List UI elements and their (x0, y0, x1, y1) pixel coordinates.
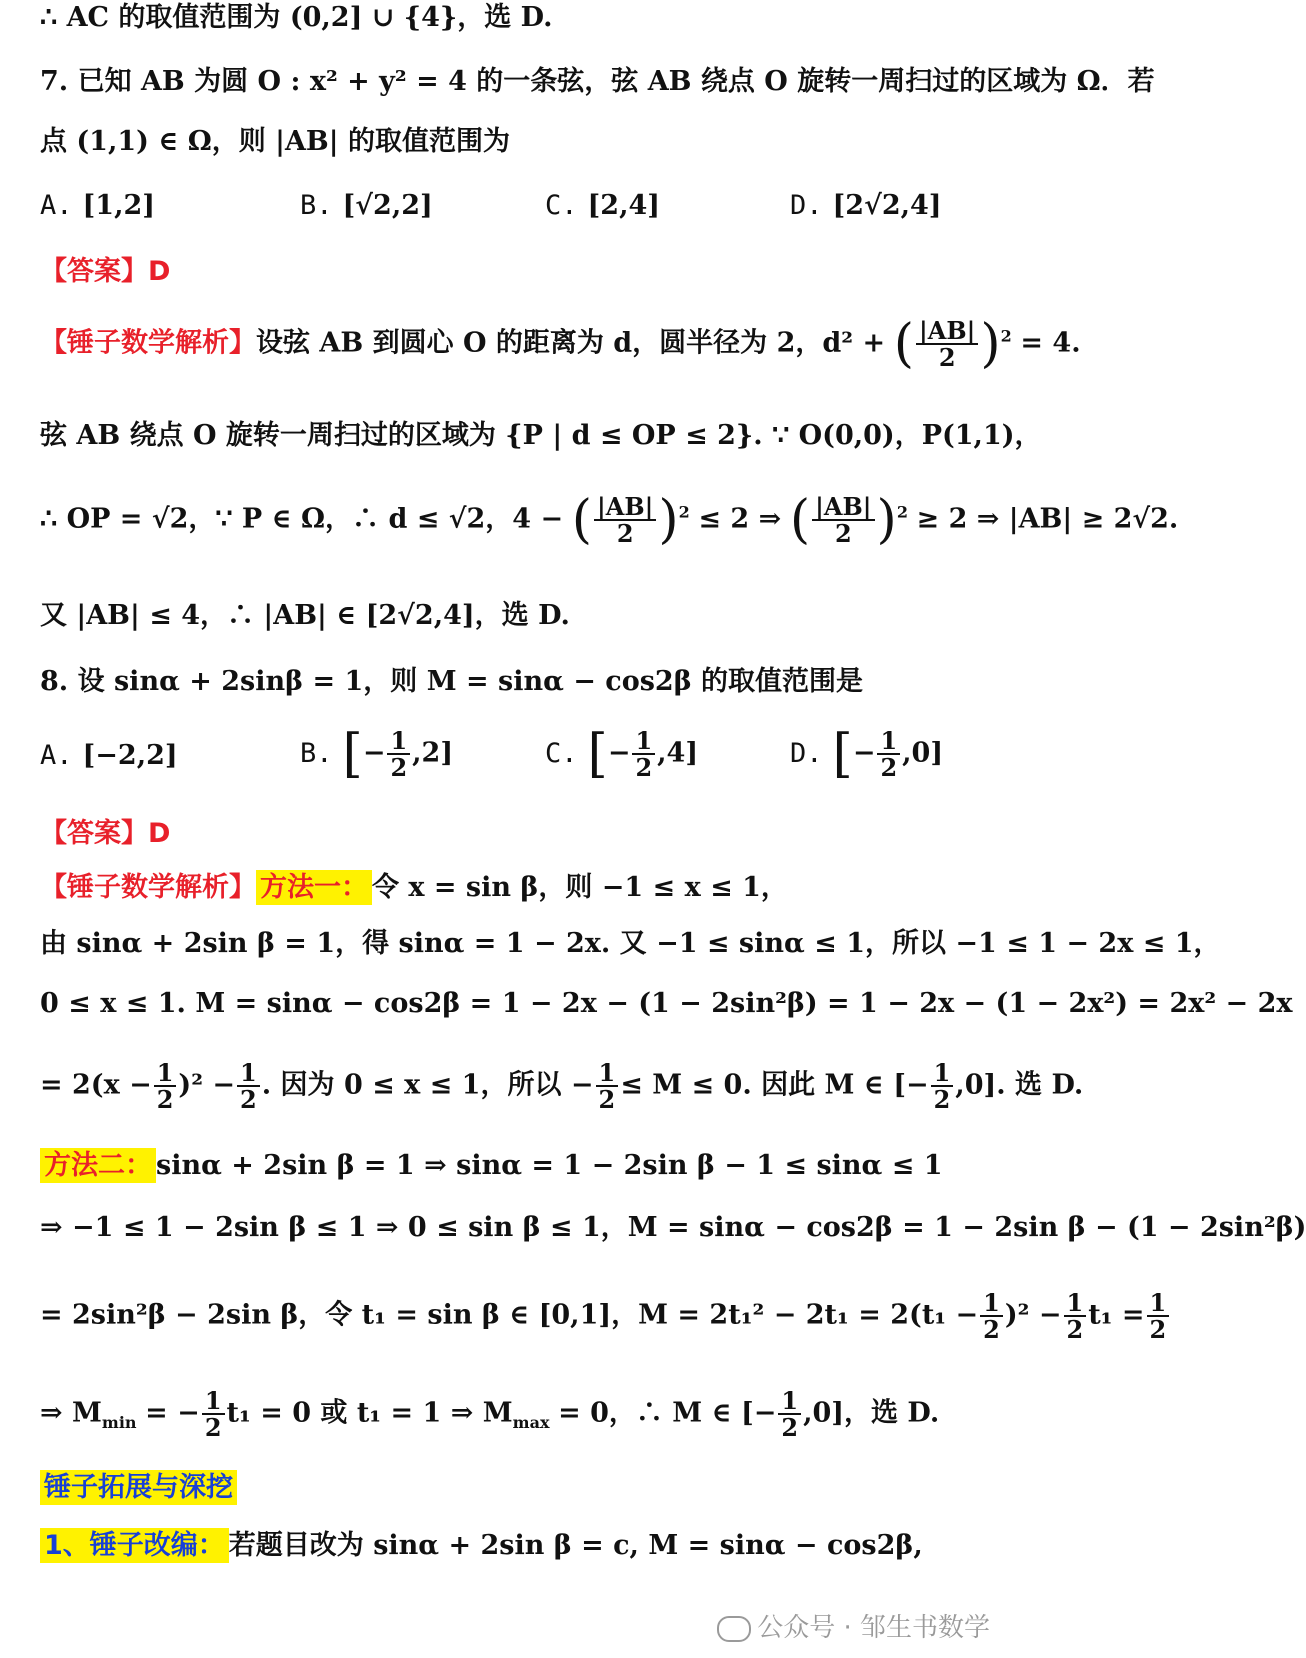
wechat-icon (717, 1616, 751, 1642)
q8-option-a: A. [−2,2] (40, 740, 178, 771)
q8-method1-line3: 0 ≤ x ≤ 1. M = sinα − cos2β = 1 − 2x − (1 − 2sin²β) = 1 − 2x − (1 − 2x²) = 2x² − 2x (40, 988, 1293, 1019)
q8-option-d: D. [− $\frac{1}{2}$ ,0] (790, 724, 944, 785)
q8-method1-line2: 由 sinα + 2sin β = 1，得 sinα = 1 − 2x. 又 −1 ≤ sinα ≤ 1，所以 −1 ≤ 1 − 2x ≤ 1， (40, 928, 1221, 959)
q8-stem: 8. 设 sinα + 2sinβ = 1，则 M = sinα − cos2β 的取值范围是 (40, 666, 864, 697)
q7-analysis-line1: 【锤子数学解析】设弦 AB 到圆心 O 的距离为 d，圆半径为 2，d² + ( $\frac{|AB|}{2}$ )$^2$ = 4. (40, 314, 1081, 375)
line-prev-conclusion: ∴ AC 的取值范围为 (0,2] ∪ {4}，选 D. (40, 2, 553, 33)
q7-option-d: D. [2√2,4] (790, 190, 942, 221)
q7-option-a: A. [1,2] (40, 190, 156, 221)
q8-method1-line1: 【锤子数学解析】 方法一： 令 x = sin β，则 −1 ≤ x ≤ 1， (40, 872, 788, 903)
q8-option-c: C. [− $\frac{1}{2}$ ,4] (545, 724, 699, 785)
q7-option-b: B. [√2,2] (300, 190, 433, 221)
q8-method1-line4: = 2(x − $\frac{1}{2}$ )² − $\frac{1}{2}$ . 因为 0 ≤ x ≤ 1，所以 − $\frac{1}{2}$ ≤ M ≤ 0. 因此 M ∈ [− $\frac{1}{2}$ ,0]. 选 D. (40, 1058, 1084, 1115)
q7-analysis-line3: ∴ OP = √2，∵ P ∈ Ω，∴ d ≤ √2，4 − ( $\frac{|AB|}{2}$ )$^2$ ≤ 2 ⇒ ( $\frac{|AB|}{2}$ )$^2$ ≥ 2 ⇒ |AB| ≥ 2√2. (40, 490, 1179, 551)
q8-method2-line2: ⇒ −1 ≤ 1 − 2sin β ≤ 1 ⇒ 0 ≤ sin β ≤ 1，M = sinα − cos2β = 1 − 2sin β − (1 − 2sin²β) (40, 1212, 1306, 1243)
watermark: 公众号 · 邹生书数学 (717, 1607, 990, 1644)
q7-stem-line1: 7. 已知 AB 为圆 O : x² + y² = 4 的一条弦，弦 AB 绕点 O 旋转一周扫过的区域为 Ω．若 (40, 66, 1155, 97)
q8-option-b: B. [− $\frac{1}{2}$ ,2] (300, 724, 454, 785)
q7-analysis-line2: 弦 AB 绕点 O 旋转一周扫过的区域为 {P | d ≤ OP ≤ 2}. ∵ O(0,0)，P(1,1)， (40, 420, 1042, 451)
q8-method2-line4: ⇒ $M_{min}$ = − $\frac{1}{2}$ t₁ = 0 或 t₁ = 1 ⇒ $M_{max} = 0$，∴ M ∈ [− $\frac{1}{2}$ ,0]，选 D. (40, 1386, 940, 1443)
q7-answer: 【答案】D (40, 256, 171, 287)
q7-stem-line2: 点 (1,1) ∈ Ω，则 |AB| 的取值范围为 (40, 126, 510, 157)
q8-method2-line1: 方法二： sinα + 2sin β = 1 ⇒ sinα = 1 − 2sin β − 1 ≤ sinα ≤ 1 (40, 1150, 943, 1182)
q8-answer: 【答案】D (40, 818, 171, 849)
q8-method2-line3: = 2sin²β − 2sin β，令 t₁ = sin β ∈ [0,1]，M = 2t₁² − 2t₁ = 2(t₁ − $\frac{1}{2}$ )² − $\frac{1}{2}$ t₁ = $\frac{1}{2}$ (40, 1290, 1171, 1342)
q7-option-c: C. [2,4] (545, 190, 661, 221)
extension-heading: 锤子拓展与深挖 (40, 1472, 237, 1504)
extension-item-1: 1、锤子改编： 若题目改为 sinα + 2sin β = c, M = sinα − cos2β, (40, 1530, 923, 1562)
q7-analysis-line4: 又 |AB| ≤ 4，∴ |AB| ∈ [2√2,4]，选 D. (40, 600, 570, 631)
